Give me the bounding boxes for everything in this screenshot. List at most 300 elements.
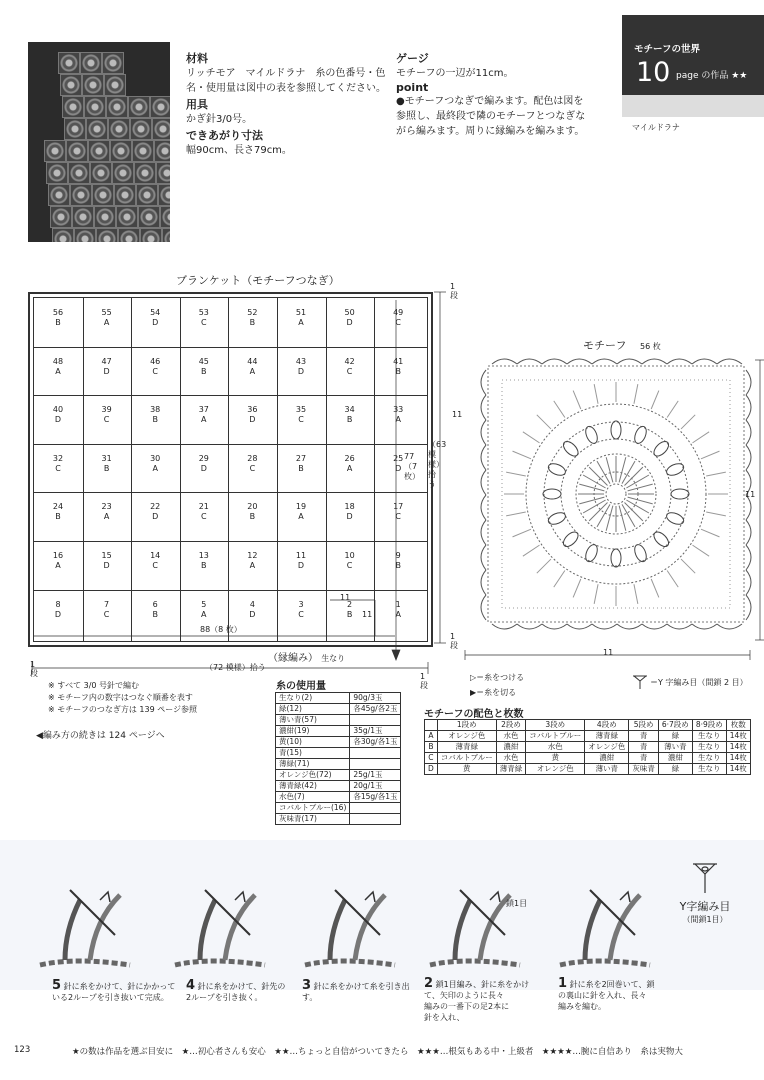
- motif-stitch: [746, 395, 751, 420]
- table-cell: 8·9段め: [692, 720, 726, 731]
- motif-order-number: 17: [393, 502, 404, 512]
- motif-order-number: 2: [347, 599, 353, 609]
- motif-color-letter: C: [346, 366, 353, 376]
- motif-color-letter: B: [55, 318, 61, 327]
- motif-order-number: 9: [395, 551, 401, 560]
- table-cell: 濃紺(19): [276, 726, 350, 737]
- step-drawing: [0, 840, 764, 990]
- motif-color-letter: A: [249, 366, 256, 376]
- table-cell: 3段め: [526, 720, 585, 731]
- motif-order-number: 52: [247, 308, 258, 317]
- motif-stitch: [561, 529, 581, 549]
- motif-stitch: [606, 484, 626, 504]
- table-cell: 黄(10): [276, 737, 350, 748]
- motif-color-letter: D: [103, 561, 110, 570]
- table-cell: A: [425, 731, 438, 742]
- motif-stitch: [561, 439, 581, 459]
- motif-stitch: [642, 624, 667, 629]
- motif-color-letter: C: [152, 366, 158, 376]
- step-3-line1: 針に糸をかけて糸を引き出す。: [302, 982, 410, 1002]
- table-cell: 青: [629, 742, 659, 753]
- motif-chart: [480, 358, 752, 630]
- motif-stitch: [481, 420, 486, 445]
- motif-stitch: [692, 432, 709, 443]
- motif-order-number: 18: [344, 502, 355, 512]
- motif-order-number: 11: [295, 551, 307, 560]
- motif-stitch: [671, 489, 689, 499]
- motif-order-number: 14: [150, 551, 161, 560]
- motif-stitch: [746, 420, 751, 445]
- table-cell: [350, 715, 401, 726]
- step-2-line4: 針を入れ、: [424, 1013, 465, 1022]
- motif-order-number: 42: [344, 356, 355, 366]
- motif-stitch: [611, 549, 621, 567]
- blanket-title: ブランケット（モチーフつなぎ）: [176, 274, 340, 287]
- table-cell: 薄い青: [585, 764, 629, 775]
- motif-stitch: [567, 359, 592, 364]
- gauge-heading: ゲージ: [396, 52, 429, 65]
- tools-text: かぎ針3/0号。: [186, 114, 253, 125]
- material-heading: 材料: [186, 52, 208, 65]
- motif-order-number: 56: [52, 308, 64, 317]
- motif-stitch: [665, 510, 685, 526]
- motif-stitch: [706, 472, 726, 476]
- motif-color-letter: B: [55, 512, 61, 522]
- table-cell: 生なり: [692, 764, 726, 775]
- table-cell: 25g/1玉: [350, 770, 401, 781]
- motif-stitch: [746, 445, 751, 470]
- table-cell: [350, 748, 401, 759]
- table-cell: 14枚: [726, 753, 750, 764]
- y-stitch-title: Y字編み目: [679, 900, 731, 913]
- motif-color-letter: C: [103, 415, 110, 425]
- motif-color-letter: D: [249, 609, 256, 619]
- table-cell: オレンジ色: [437, 731, 496, 742]
- motif-color-letter: D: [200, 463, 207, 473]
- table-cell: 4段め: [585, 720, 629, 731]
- step-2-line2: て、矢印のように長々: [424, 991, 504, 1000]
- motif-color-letter: C: [395, 318, 401, 327]
- motif-stitch: [573, 391, 581, 409]
- table-cell: 各15g/各1玉: [350, 792, 401, 803]
- motif-order-number: 6: [152, 599, 158, 609]
- blanket-height-inner: 77（7枚）: [404, 452, 424, 482]
- yarn-table-title: 糸の使用量: [276, 681, 326, 692]
- motif-stitch: [589, 502, 607, 520]
- motif-order-number: 27: [295, 453, 307, 463]
- table-cell: 青: [629, 731, 659, 742]
- motif-color-letter: D: [54, 609, 62, 619]
- motif-color-letter: B: [249, 318, 256, 327]
- point-text-line2: 参照し、最終段で隣のモチーフとつなぎな: [396, 111, 586, 122]
- table-cell: 濃紺: [585, 753, 629, 764]
- motif-color-letter: D: [249, 415, 256, 425]
- motif-stitch: [513, 529, 531, 537]
- table-cell: 青: [629, 753, 659, 764]
- step-5-caption: [52, 980, 177, 1003]
- legend-cut: ▶＝糸を切る: [470, 688, 517, 697]
- motif-stitch: [667, 624, 692, 629]
- motif-stitch: [544, 422, 688, 566]
- table-cell: C: [425, 753, 438, 764]
- step-4-caption: [186, 980, 296, 1003]
- step-2-line1: 鎖1目編み、針に糸をかけ: [435, 980, 530, 989]
- motif-order-number: 51: [295, 308, 307, 317]
- table-cell: 薄い青(57): [276, 715, 350, 726]
- bottom-row-label: 1段: [450, 632, 458, 650]
- motif-order-number: 37: [198, 405, 209, 415]
- motif-color-letter: B: [152, 609, 158, 619]
- motif-order-number: 7: [104, 599, 110, 609]
- step-5-number: 5: [52, 978, 62, 993]
- size-heading: できあがり寸法: [186, 129, 263, 142]
- motif-stitch: [692, 545, 709, 556]
- motif-order-number: 33: [393, 405, 404, 415]
- table-row: [425, 764, 751, 775]
- table-cell: 生なり: [692, 731, 726, 742]
- motif-stitch: [567, 624, 592, 629]
- table-row: [425, 720, 751, 731]
- table-cell: 90g/3玉: [350, 693, 401, 704]
- step-4-number: 4: [186, 978, 196, 993]
- motif-stitch: [717, 359, 742, 364]
- motif-color-letter: C: [249, 463, 256, 473]
- table-cell: コバルトブルー: [437, 753, 496, 764]
- motif-order-number: 26: [344, 453, 355, 463]
- table-cell: 6·7段め: [658, 720, 692, 731]
- motif-color-letter: D: [54, 415, 62, 425]
- table-cell: B: [425, 742, 438, 753]
- motif-size-label-h: 11: [340, 593, 351, 602]
- table-cell: 薄青緑(42): [276, 781, 350, 792]
- yarn-usage-table: [275, 692, 401, 825]
- motif-order-number: 54: [150, 308, 161, 317]
- point-text-line3: がら編みます。周りに縁編みを編みます。: [396, 126, 585, 137]
- motif-stitch: [554, 570, 565, 587]
- motif-stitch: [554, 401, 565, 418]
- table-cell: 水色: [496, 753, 526, 764]
- table-row: [276, 748, 401, 759]
- motif-title: モチーフ: [583, 339, 627, 352]
- table-cell: 黄: [437, 764, 496, 775]
- motif-color-letter: D: [152, 318, 159, 327]
- table-cell: 灰味青(17): [276, 814, 350, 825]
- motif-color-letter: C: [346, 561, 353, 570]
- motif-order-number: 55: [101, 308, 112, 317]
- motif-color-letter: C: [298, 609, 304, 619]
- motif-color-letter: A: [152, 463, 158, 473]
- motif-order-number: 39: [101, 405, 112, 415]
- motif-stitch: [651, 439, 671, 459]
- table-cell: 薄青緑: [585, 731, 629, 742]
- motif-order-number: 21: [198, 502, 209, 512]
- motif-stitch: [542, 624, 567, 629]
- table-cell: 1段め: [437, 720, 496, 731]
- motif-stitch: [481, 370, 486, 395]
- motif-color-letter: B: [201, 366, 207, 376]
- table-cell: [350, 803, 401, 814]
- series-page-text: page の作品 ★★: [676, 71, 748, 81]
- motif-order-number: 41: [393, 356, 404, 366]
- motif-stitch: [592, 359, 617, 364]
- motif-order-number: 34: [344, 405, 355, 415]
- motif-stitch: [617, 359, 642, 364]
- motif-color-letter: A: [201, 415, 207, 425]
- motif-stitch: [589, 467, 607, 485]
- motif-stitch: [746, 595, 751, 620]
- motif-stitch: [481, 545, 486, 570]
- motif-color-letter: A: [55, 366, 61, 376]
- step-3-number: 3: [302, 978, 312, 993]
- step-3-caption: [302, 980, 422, 1003]
- color-scheme-table: [424, 719, 751, 775]
- table-cell: オレンジ色: [585, 742, 629, 753]
- table-cell: コバルトブルー(16): [276, 803, 350, 814]
- table-cell: 生なり: [692, 742, 726, 753]
- blanket-height-outer: （63 模様）拾う: [428, 440, 447, 489]
- motif-order-number: 48: [52, 356, 64, 366]
- table-cell: 薄緑(71): [276, 759, 350, 770]
- table-cell: 5段め: [629, 720, 659, 731]
- motif-stitch: [481, 520, 486, 545]
- legend-attach: ▷＝糸をつける: [470, 673, 525, 682]
- table-row: [276, 781, 401, 792]
- motif-color-letter: C: [201, 318, 207, 327]
- note-1: ※ すべて 3/0 号針で編む: [48, 681, 140, 690]
- edging-color: 生なり: [321, 654, 346, 663]
- motif-stitch: [634, 384, 638, 404]
- motif-stitch: [573, 579, 581, 597]
- tools-heading: 用具: [186, 98, 208, 111]
- table-cell: 35g/1玉: [350, 726, 401, 737]
- motif-stitch: [506, 512, 526, 516]
- note-2: ※ モチーフ内の数字はつなぐ順番を表す: [48, 693, 193, 702]
- motif-stitch: [537, 559, 551, 573]
- motif-inner-size-label: 11: [452, 410, 463, 419]
- table-cell: D: [425, 764, 438, 775]
- motif-color-letter: B: [249, 512, 256, 522]
- size-text: 幅90cm、長さ79cm。: [186, 145, 292, 156]
- motif-order-number: 29: [198, 453, 209, 463]
- motif-order-number: 8: [55, 599, 61, 609]
- motif-stitch: [624, 502, 642, 520]
- motif-stitch: [706, 512, 726, 516]
- motif-stitch: [701, 529, 719, 537]
- table-cell: 緑: [658, 731, 692, 742]
- table-cell: 20g/1玉: [350, 781, 401, 792]
- motif-order-number: 24: [52, 502, 64, 512]
- motif-stitch: [481, 395, 486, 420]
- motif-order-number: 38: [150, 405, 161, 415]
- motif-stitch: [651, 579, 659, 597]
- y-stitch-large-icon: [690, 860, 720, 894]
- notes: [48, 680, 197, 716]
- motif-order-number: 46: [150, 356, 161, 366]
- motif-stitch: [746, 545, 751, 570]
- motif-order-number: 28: [247, 453, 258, 463]
- motif-stitch: [692, 359, 717, 364]
- motif-stitch: [681, 415, 695, 429]
- series-number: 10: [636, 57, 671, 88]
- motif-stitch: [617, 624, 642, 629]
- motif-color-letter: A: [298, 318, 304, 327]
- motif-stitch: [592, 624, 617, 629]
- chain-label: 鎖1目: [506, 899, 528, 908]
- step-5-line2: いる2ループを引き抜いて完成。: [52, 993, 169, 1002]
- motif-order-number: 3: [298, 599, 304, 609]
- motif-stitch: [746, 370, 751, 395]
- motif-order-number: 15: [101, 551, 112, 560]
- table-row: [276, 759, 401, 770]
- motif-stitch: [502, 380, 730, 608]
- motif-order-number: 49: [393, 308, 404, 317]
- motif-stitch: [594, 384, 598, 404]
- table-cell: オレンジ色(72): [276, 770, 350, 781]
- point-text-line1: ●モチーフつなぎで編みます。配色は図を: [396, 96, 584, 107]
- table-cell: 水色(7): [276, 792, 350, 803]
- motif-color-letter: B: [346, 609, 353, 619]
- motif-stitch: [526, 404, 706, 584]
- table-cell: 緑(12): [276, 704, 350, 715]
- table-cell: 各45g/各2玉: [350, 704, 401, 715]
- motif-count: 56 枚: [640, 342, 661, 351]
- motif-stitch: [651, 391, 659, 409]
- motif-stitch: [746, 520, 751, 545]
- motif-stitch: [561, 439, 671, 549]
- motif-order-number: 20: [247, 502, 258, 512]
- edging-name: （縁編み）: [268, 653, 318, 664]
- table-cell: 濃紺: [658, 753, 692, 764]
- motif-color-letter: D: [152, 512, 159, 522]
- motif-color-letter: A: [55, 561, 61, 570]
- motif-stitch: [547, 461, 567, 477]
- table-cell: 各30g/各1玉: [350, 737, 401, 748]
- motif-color-letter: C: [298, 415, 304, 425]
- table-cell: 緑: [658, 764, 692, 775]
- motif-stitch: [642, 359, 667, 364]
- motif-color-letter: B: [395, 561, 401, 570]
- motif-color-letter: D: [297, 561, 305, 570]
- motif-color-letter: A: [346, 463, 353, 473]
- motif-order-number: 45: [198, 356, 209, 366]
- table-row: [276, 737, 401, 748]
- step-1-line3: 編みを編む。: [558, 1002, 606, 1011]
- motif-stitch: [481, 495, 486, 520]
- motif-order-number: 31: [101, 453, 112, 463]
- motif-order-number: 4: [249, 599, 255, 609]
- motif-stitch: [481, 595, 486, 620]
- motif-color-letter: C: [55, 463, 61, 473]
- motif-stitch: [651, 529, 671, 549]
- motif-color-letter: A: [395, 415, 401, 425]
- point-heading: point: [396, 81, 429, 94]
- motif-size-label-v: 11: [362, 610, 373, 619]
- table-row: [276, 814, 401, 825]
- gauge-text: モチーフの一辺が11cm。: [396, 68, 514, 79]
- series-title: モチーフの世界: [634, 44, 701, 55]
- step-4-line1: 針に糸をかけて、針先の: [197, 982, 286, 991]
- motif-color-letter: B: [103, 463, 110, 473]
- motif-order-number: 36: [247, 405, 258, 415]
- blanket-width-outer: （72 模様）拾う: [205, 663, 266, 672]
- table-cell: 生なり: [692, 753, 726, 764]
- motif-order-number: 23: [101, 502, 112, 512]
- motif-color-letter: A: [201, 609, 207, 619]
- table-cell: 薄青緑: [496, 764, 526, 775]
- motif-stitch: [543, 489, 561, 499]
- table-row: [276, 693, 401, 704]
- step-1-line2: の裏山に針を入れ、長々: [558, 991, 647, 1000]
- motif-stitch: [481, 470, 486, 495]
- table-cell: [425, 720, 438, 731]
- motif-stitch: [523, 432, 540, 443]
- motif-color-letter: C: [395, 512, 401, 522]
- table-row: [425, 753, 751, 764]
- motif-stitch: [681, 559, 695, 573]
- step-2-caption: [424, 978, 544, 1023]
- motif-color-letter: D: [103, 366, 110, 376]
- top-row-label: 1段: [450, 282, 458, 300]
- motif-stitch: [746, 570, 751, 595]
- step-1-caption: [558, 978, 668, 1012]
- y-stitch-symbol-icon: [632, 674, 648, 690]
- motif-color-letter: A: [298, 512, 304, 522]
- motif-order-number: 13: [198, 551, 209, 560]
- motif-stitch: [611, 421, 621, 439]
- motif-stitch: [634, 584, 638, 604]
- table-cell: 灰味青: [629, 764, 659, 775]
- table-cell: コバルトブルー: [526, 731, 585, 742]
- motif-stitch: [701, 451, 719, 459]
- motif-order-number: 35: [295, 405, 307, 415]
- motif-order-number: 32: [52, 453, 64, 463]
- motif-color-letter: B: [152, 415, 158, 425]
- motif-height-label: 11: [745, 490, 756, 499]
- motif-stitch: [481, 445, 486, 470]
- table-cell: 青(15): [276, 748, 350, 759]
- motif-order-number: 43: [295, 356, 307, 366]
- motif-color-letter: B: [395, 366, 401, 376]
- motif-color-letter: B: [298, 463, 304, 473]
- note-3: ※ モチーフのつなぎ方は 139 ページ参照: [48, 705, 198, 714]
- motif-order-number: 12: [247, 551, 258, 560]
- motif-color-letter: C: [201, 512, 207, 522]
- table-cell: 水色: [526, 742, 585, 753]
- table-cell: 14枚: [726, 764, 750, 775]
- table-cell: 生なり(2): [276, 693, 350, 704]
- legend-y-stitch: ＝Y 字編み目（間鎖 2 目）: [650, 678, 748, 687]
- page-number: 123: [14, 1045, 31, 1055]
- table-row: [425, 742, 751, 753]
- motif-stitch: [517, 359, 542, 364]
- yarn-name: マイルドラナ: [632, 123, 680, 132]
- table-cell: [350, 814, 401, 825]
- table-cell: 枚数: [726, 720, 750, 731]
- motif-stitch: [492, 359, 517, 364]
- motif-stitch: [667, 401, 678, 418]
- table-cell: 2段め: [496, 720, 526, 731]
- table-row: [276, 770, 401, 781]
- step-1-line1: 針に糸を2回巻いて、鎖: [569, 980, 655, 989]
- motif-color-letter: A: [395, 609, 401, 619]
- table-row: [276, 704, 401, 715]
- motif-stitch: [492, 624, 517, 629]
- step-illustrations: [0, 840, 764, 990]
- motif-stitch: [481, 570, 486, 595]
- step-4-line2: 2ループを引き抜く。: [186, 993, 263, 1002]
- table-row: [276, 792, 401, 803]
- table-cell: 黄: [526, 753, 585, 764]
